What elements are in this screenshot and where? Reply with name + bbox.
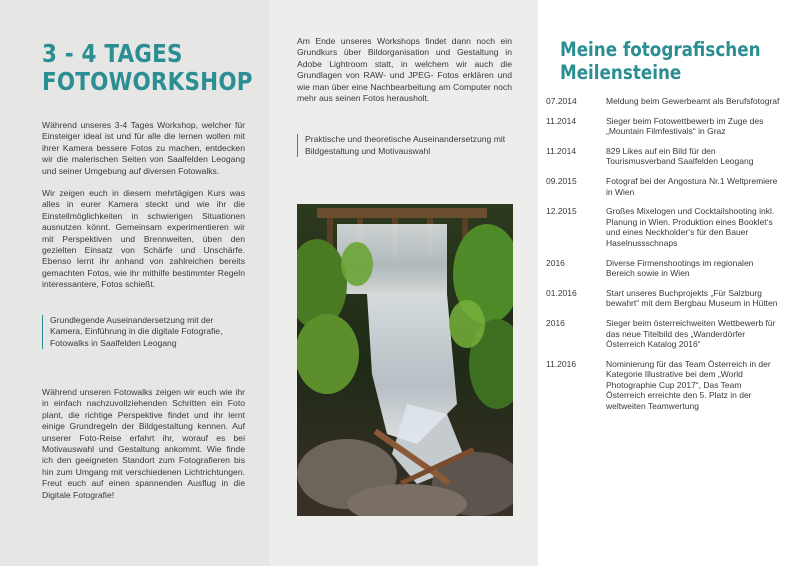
- list-item: [546, 358, 780, 412]
- milestone-text: Start unseres Buchprojekts „Für Salzburg bewahrt“ mit dem Bergbau Museum in Hütten: [606, 287, 778, 309]
- course-paragraph: Wir zeigen euch in diesem mehrtägigen Kurs was alles in eurer Kamera steckt und wie ihr die Einstellmöglichkeiten in schwierigen Situationen ausnutzen könnt. Gemeinsam experimentieren wir mit Perspektiven und Brennweiten, üben den gezielten Einsatz von Schärfe und Unschärfe. Ebenso lernt ihr anhand von zahlreichen bereits gemachten Fotos, wie ihr mithilfe bestimmter Regeln interessantere, Fotos schießt.: [42, 188, 245, 290]
- milestone-date: 11.2016: [546, 358, 577, 369]
- intro-paragraph: Während unseres 3-4 Tages Workshop, welcher für Einsteiger ideal ist und für alle die lernen wollen mit ihrer Kamera bessere Fotos zu machen, entdecken wir die malerischen Seiten von Saalfelden Leogang und seiner Umgebung auf diversen Fotowalks.: [42, 120, 245, 176]
- milestone-date: 12.2015: [546, 206, 577, 217]
- milestone-date: 2016: [546, 317, 565, 328]
- milestone-text: Sieger beim Fotowettbewerb im Zuge des „Mountain Filmfestivals“ in Graz: [606, 115, 764, 137]
- middle-column: [269, 0, 538, 566]
- milestones-list: [546, 96, 780, 412]
- workshop-title-line1: 3 - 4 TAGES: [42, 39, 183, 68]
- list-item: [546, 175, 780, 197]
- milestone-date: 2016: [546, 257, 565, 268]
- list-item: [546, 287, 780, 309]
- right-column: [538, 0, 800, 566]
- milestone-text: Diverse Firmenshootings im regionalen Bereich sowie in Wien: [606, 257, 754, 279]
- milestone-date: 01.2016: [546, 287, 577, 298]
- list-item: [546, 317, 780, 350]
- milestones-title: [560, 38, 761, 84]
- list-item: [546, 96, 780, 107]
- waterfall-image: [297, 204, 513, 516]
- milestone-text: Sieger beim österreichweiten Wettbewerb für das neue Titelbild des „Wanderdörfer Österreich Katalog 2016“: [606, 317, 776, 350]
- milestone-date: 11.2014: [546, 145, 577, 156]
- workshop-title-line2: FOTOWORKSHOP: [42, 67, 253, 96]
- list-item: [546, 115, 780, 137]
- milestone-date: 11.2014: [546, 115, 577, 126]
- lightroom-paragraph: Am Ende unseres Workshops findet dann noch ein Grundkurs über Bildorganisation und Gestaltung in Adobe Lightroom statt, in welchem wir auch die Grundlagen von RAW- und JPEG- Fotos erklären und wie man über eine Nachbearbeitung am Computer noch mehr aus seinen Fotos herausholt.: [297, 36, 512, 104]
- milestone-text: Nominierung für das Team Österreich in der Kategorie Illustrative bei dem „World Photographie Cup 2017“, Das Team Österreich erreichte den 5. Platz in der weltweiten Teamwertung: [606, 358, 771, 412]
- pull-quote-bildgestaltung: Praktische und theoretische Auseinandersetzung mit Bildgestaltung und Motivauswahl: [297, 134, 512, 157]
- workshop-title: [42, 39, 253, 96]
- list-item: [546, 257, 780, 279]
- waterfall-photo: [297, 204, 513, 516]
- milestones-title-line1: Meine fotografischen: [560, 38, 761, 61]
- milestone-text: Meldung beim Gewerbeamt als Berufsfotograf: [606, 96, 780, 106]
- list-item: [546, 145, 780, 167]
- milestones-title-line2: Meilensteine: [560, 61, 682, 84]
- list-item: [546, 206, 780, 248]
- milestone-date: 07.2014: [546, 96, 577, 106]
- milestone-date: 09.2015: [546, 175, 577, 186]
- fotowalk-paragraph: Während unseren Fotowalks zeigen wir euch wie ihr in einfach nachzuvollziehenden Schritten ein Foto plant, die richtige Perspektive findet und ihr lernt einige Grundregeln der Bildgestaltung kennen. Auf unserer Foto-Reise erfahrt ihr, worauf es bei Motivauswahl und Gestaltung ankommt. Wie finde ich den geeigneten Standort zum Fotografieren bis hin zum Umgang mit verschiedenen Lichtrichtungen. Freut euch auf einen spannenden Ausflug in die Digitale Fotografie!: [42, 386, 245, 500]
- left-column: [0, 0, 269, 566]
- pull-quote-camera: Grundlegende Auseinandersetzung mit der Kamera, Einführung in die digitale Fotografie, Fotowalks in Saalfelden Leogang: [42, 315, 245, 349]
- milestone-text: Großes Mixelogen und Cocktailshooting inkl. Planung in Wien. Produktion eines Booklet‘s und eines Neckholder‘s für den Bauer Haselnussschnaps: [606, 206, 775, 248]
- milestone-text: 829 Likes auf ein Bild für den Tourismusverband Saalfelden Leogang: [606, 145, 754, 167]
- milestone-text: Fotograf bei der Angostura Nr.1 Weltpremiere in Wien: [606, 175, 778, 197]
